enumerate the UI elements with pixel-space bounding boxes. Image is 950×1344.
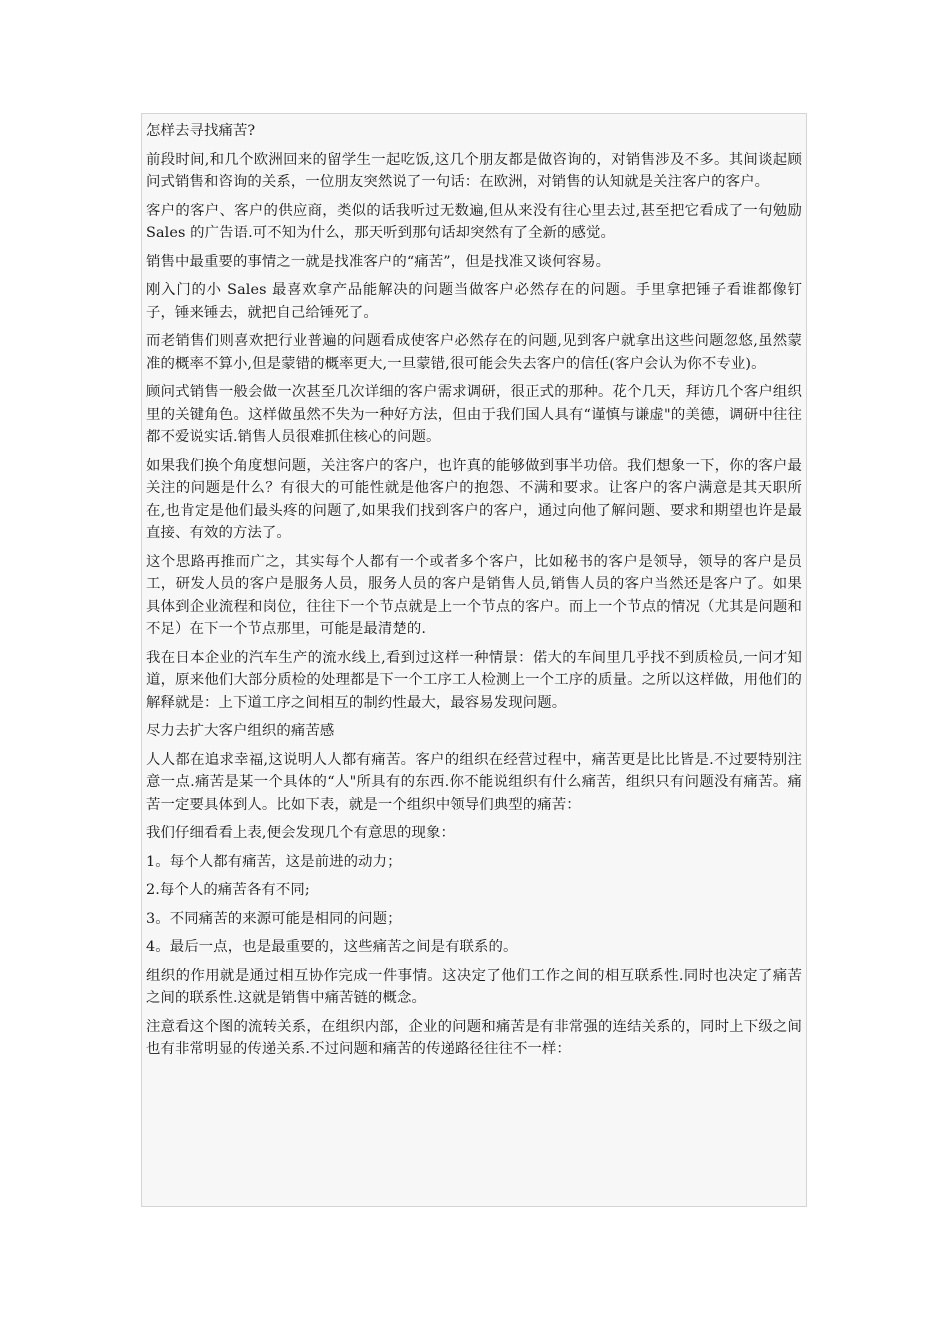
list-item: 1。每个人都有痛苦，这是前进的动力； <box>146 853 402 870</box>
article-container <box>141 113 807 1207</box>
paragraph: 我们仔细看看上表,便会发现几个有意思的现象： <box>146 825 455 841</box>
paragraph: 注意看这个图的流转关系，在组织内部，企业的问题和痛苦是有非常强的连结关系的，同时上下级之间也有非常明显的传递关系.不过问题和痛苦的传递路径往往不一样： <box>146 1018 802 1057</box>
paragraph: 如果我们换个角度想问题，关注客户的客户，也许真的能够做到事半功倍。我们想象一下，你的客户最关注的问题是什么？有很大的可能性就是他客户的抱怨、不满和要求。让客户的客户满意是其天职所在,也肯定是他们最头疼的问题了,如果我们找到客户的客户，通过向他了解问题、要求和期望也许是最直接、有效的方法了。 <box>146 457 802 541</box>
list-item: 4。最后一点，也是最重要的，这些痛苦之间是有联系的。 <box>146 939 518 955</box>
paragraph: 人人都在追求幸福,这说明人人都有痛苦。客户的组织在经营过程中，痛苦更是比比皆是.不过要特别注意一点.痛苦是某一个具体的“人"所具有的东西.你不能说组织有什么痛苦，组织只有问题没有痛苦。痛苦一定要具体到人。比如下表，就是一个组织中领导们典型的痛苦： <box>146 751 802 813</box>
paragraph: 前段时间,和几个欧洲回来的留学生一起吃饭,这几个朋友都是做咨询的，对销售涉及不多。其间谈起顾问式销售和咨询的关系，一位朋友突然说了一句话：在欧洲，对销售的认知就是关注客户的客户。 <box>146 151 802 190</box>
paragraph: 顾问式销售一般会做一次甚至几次详细的客户需求调研，很正式的那种。花个几天，拜访几个客户组织里的关键角色。这样做虽然不失为一种好方法，但由于我们国人具有“谨慎与谦虚"的美德，调研中往往都不爱说实话.销售人员很难抓住核心的问题。 <box>146 384 802 445</box>
paragraph: 这个思路再推而广之，其实每个人都有一个或者多个客户，比如秘书的客户是领导，领导的客户是员工，研发人员的客户是服务人员，服务人员的客户是销售人员,销售人员的客户当然还是客户了。如果具体到企业流程和岗位，往往下一个节点就是上一个节点的客户。而上一个节点的情况（尤其是问题和不足）在下一个节点那里，可能是最清楚的. <box>146 553 802 637</box>
paragraph: 客户的客户、客户的供应商，类似的话我听过无数遍,但从来没有往心里去过,甚至把它看成了一句勉励 Sales 的广告语.可不知为什么，那天听到那句话却突然有了全新的感觉。 <box>146 202 802 241</box>
section-heading: 尽力去扩大客户组织的痛苦感 <box>146 723 335 739</box>
paragraph-title: 怎样去寻找痛苦? <box>146 123 256 139</box>
paragraph: 销售中最重要的事情之一就是找准客户的“痛苦”，但是找准又谈何容易。 <box>146 253 611 270</box>
list-item: 3。不同痛苦的来源可能是相同的问题； <box>146 910 402 927</box>
list-item: 2.每个人的痛苦各有不同; <box>146 882 310 898</box>
paragraph: 刚入门的小 Sales 最喜欢拿产品能解决的问题当做客户必然存在的问题。手里拿把锤子看谁都像钉子，锤来锤去，就把自己给锤死了。 <box>146 282 802 321</box>
paragraph: 组织的作用就是通过相互协作完成一件事情。这决定了他们工作之间的相互联系性.同时也决定了痛苦之间的联系性.这就是销售中痛苦链的概念。 <box>146 967 802 1006</box>
paragraph: 我在日本企业的汽车生产的流水线上,看到过这样一种情景：偌大的车间里几乎找不到质检员,一问才知道，原来他们大部分质检的处理都是下一个工序工人检测上一个工序的质量。之所以这样做，用他们的解释就是：上下道工序之间相互的制约性最大，最容易发现问题。 <box>146 649 802 711</box>
paragraph: 而老销售们则喜欢把行业普遍的问题看成使客户必然存在的问题,见到客户就拿出这些问题忽悠,虽然蒙准的概率不算小,但是蒙错的概率更大,一旦蒙错,很可能会失去客户的信任(客户会认为你不专业)。 <box>146 333 802 372</box>
